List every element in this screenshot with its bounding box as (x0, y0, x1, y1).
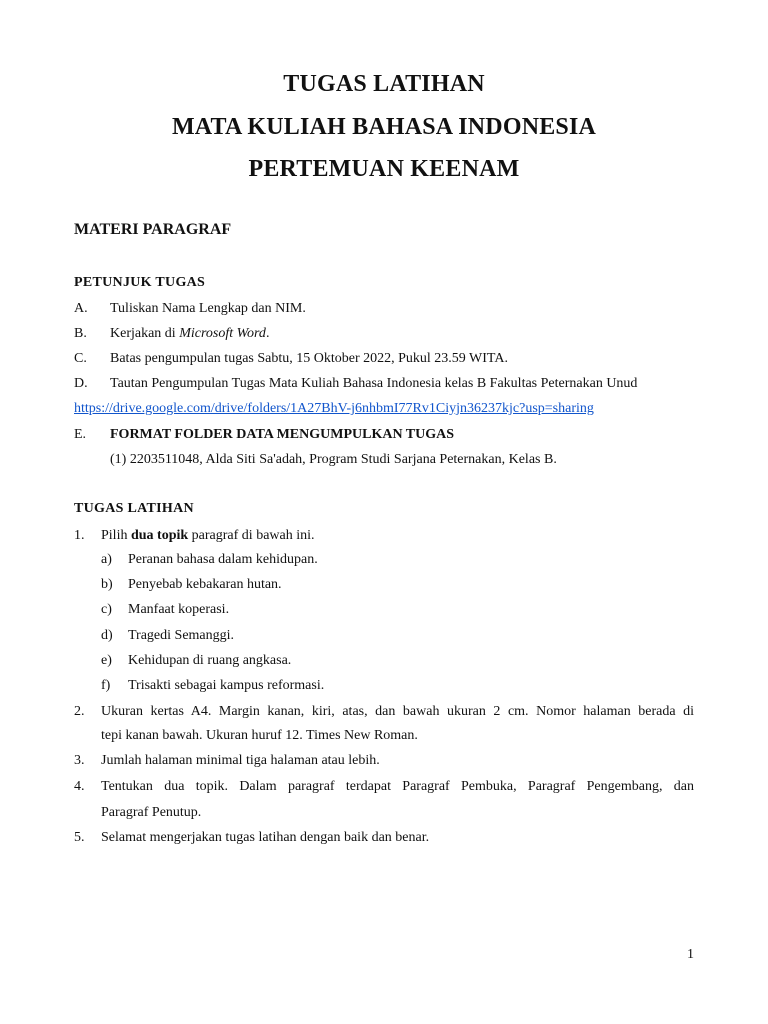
page-number: 1 (687, 947, 694, 962)
topic-item-b: Penyebab kebakaran hutan. (128, 577, 282, 592)
tugas-label-5: 5. (74, 830, 85, 845)
tugas-item-2-line-2: tepi kanan bawah. Ukuran huruf 12. Times New Roman. (101, 728, 418, 743)
tugas-heading: TUGAS LATIHAN (74, 501, 194, 516)
topic-label-d: d) (101, 628, 113, 643)
format-example: (1) 2203511048, Alda Siti Sa'adah, Program Studi Sarjana Peternakan, Kelas B. (110, 452, 557, 467)
petunjuk-item-a: Tuliskan Nama Lengkap dan NIM. (110, 301, 306, 316)
topic-item-c: Manfaat koperasi. (128, 602, 230, 617)
petunjuk-label-b: B. (74, 326, 87, 341)
tugas-item-1-text: Pilih (101, 528, 131, 543)
tugas-label-1: 1. (74, 528, 85, 543)
petunjuk-item-e: FORMAT FOLDER DATA MENGUMPULKAN TUGAS (110, 427, 455, 442)
petunjuk-label-d: D. (74, 376, 88, 391)
tugas-item-4-line-2: Paragraf Penutup. (101, 805, 202, 820)
topic-label-b: b) (101, 577, 113, 592)
tugas-item-1 (101, 527, 315, 545)
tugas-item-2-line-1: Ukuran kertas A4. Margin kanan, kiri, atas, dan bawah ukuran 2 cm. Nomor halaman berada di (101, 704, 694, 719)
topic-item-a: Peranan bahasa dalam kehidupan. (128, 552, 318, 567)
petunjuk-item-b-emphasis: Microsoft Word (179, 326, 266, 341)
topic-label-e: e) (101, 653, 112, 668)
topic-label-f: f) (101, 678, 111, 693)
petunjuk-label-c: C. (74, 351, 87, 366)
topic-item-d: Tragedi Semanggi. (128, 628, 235, 643)
tugas-item-3: Jumlah halaman minimal tiga halaman atau lebih. (101, 753, 380, 768)
petunjuk-item-c: Batas pengumpulan tugas Sabtu, 15 Oktober 2022, Pukul 23.59 WITA. (110, 351, 508, 366)
drive-folder-link[interactable]: https://drive.google.com/drive/folders/1A27BhV-j6nhbmI77Rv1Ciyjn36237kjc?usp=sharing (74, 401, 594, 416)
petunjuk-label-e: E. (74, 427, 87, 442)
title-line-3: PERTEMUAN KEENAM (248, 156, 520, 182)
topic-label-a: a) (101, 552, 112, 567)
tugas-item-1-bold: dua topik (130, 528, 189, 543)
petunjuk-label-a: A. (74, 301, 88, 316)
tugas-label-2: 2. (74, 704, 85, 719)
petunjuk-item-b (110, 325, 269, 343)
topic-item-e: Kehidupan di ruang angkasa. (128, 653, 292, 668)
petunjuk-item-b-text: Kerjakan di (110, 326, 180, 341)
tugas-item-5: Selamat mengerjakan tugas latihan dengan baik dan benar. (101, 830, 430, 845)
petunjuk-item-b-end: . (265, 326, 270, 341)
section-heading: MATERI PARAGRAF (74, 221, 232, 238)
tugas-label-3: 3. (74, 753, 85, 768)
title-line-1: TUGAS LATIHAN (283, 71, 485, 97)
topic-label-c: c) (101, 602, 112, 617)
tugas-item-1-end: paragraf di bawah ini. (188, 528, 315, 543)
topic-item-f: Trisakti sebagai kampus reformasi. (128, 678, 325, 693)
title-line-2: MATA KULIAH BAHASA INDONESIA (171, 114, 597, 140)
petunjuk-heading: PETUNJUK TUGAS (74, 275, 206, 290)
petunjuk-item-d: Tautan Pengumpulan Tugas Mata Kuliah Bahasa Indonesia kelas B Fakultas Peternakan Unud (110, 376, 638, 391)
tugas-label-4: 4. (74, 779, 85, 794)
tugas-item-4-line-1: Tentukan dua topik. Dalam paragraf terdapat Paragraf Pembuka, Paragraf Pengembang, dan (101, 779, 694, 794)
